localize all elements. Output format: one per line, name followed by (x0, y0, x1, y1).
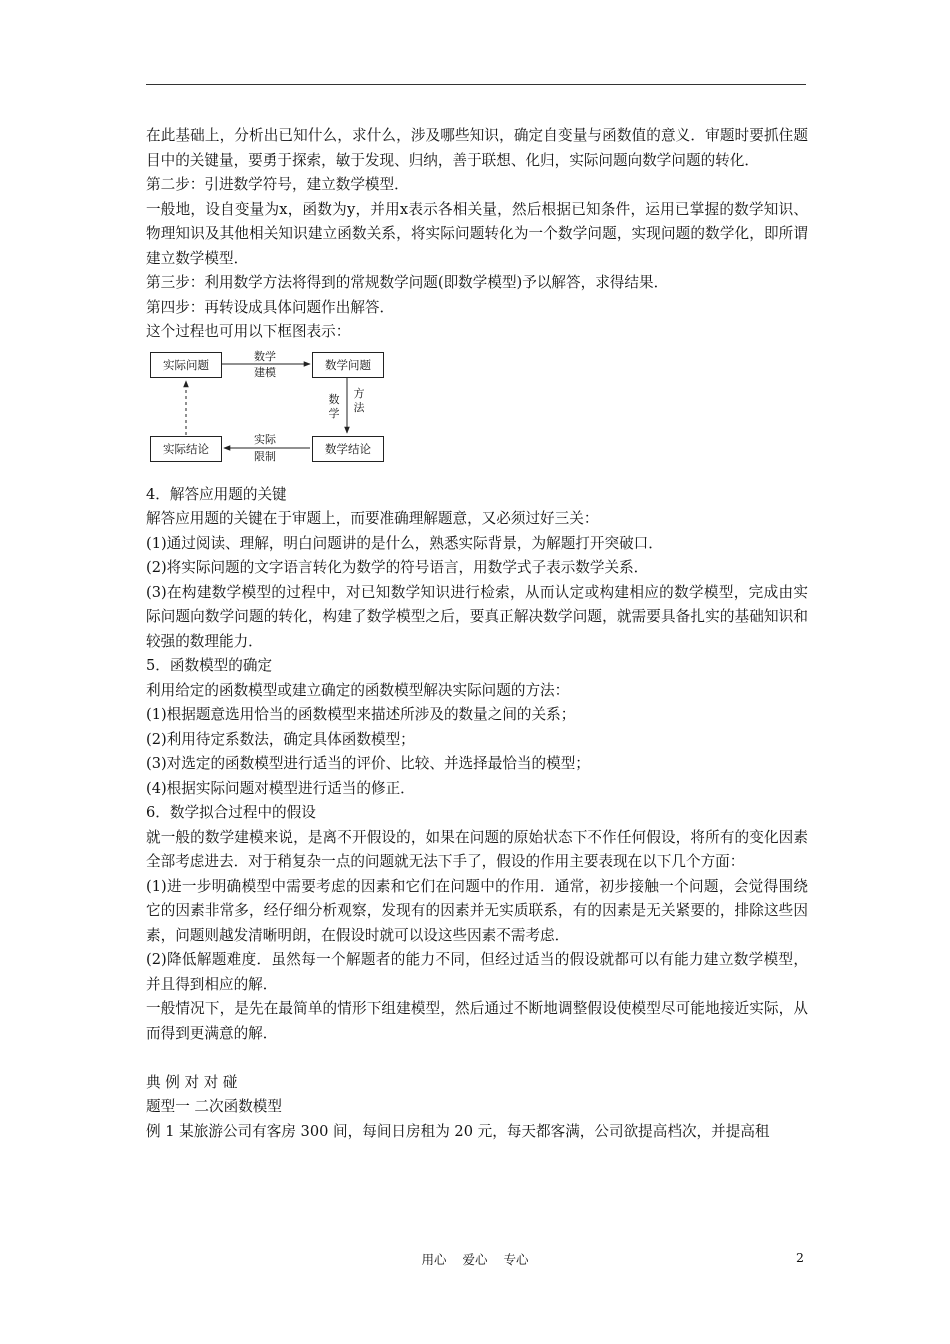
page-content (146, 124, 808, 1144)
box-actual-conclusion: 实际结论 (150, 436, 222, 462)
paragraph: (4)根据实际问题对模型进行适当的修正． (146, 779, 415, 797)
paragraph: 第二步：引进数学符号，建立数学模型． (146, 176, 409, 193)
paragraph: 在此基础上，分析出已知什么，求什么，涉及哪些知识，确定自变量与函数值的意义．审题时要抓住题目中的关键量，要勇于探索，敏于发现、归纳，善于联想、化归，实际问题向数学问题的转化． (146, 127, 808, 169)
box-math-conclusion: 数学结论 (312, 436, 384, 462)
label-restriction: 限制 (254, 449, 276, 463)
footer-motto: 用心 爱心 专心 (421, 1252, 529, 1267)
paragraph: (2)利用待定系数法，确定具体函数模型； (146, 730, 415, 748)
paragraph: (1)进一步明确模型中需要考虑的因素和它们在问题中的作用．通常，初步接触一个问题，会觉得围绕它的因素非常多，经仔细分析观察，发现有的因素并无实质联系，有的因素是无关紧要的，排除这些因素，问题则越发清晰明朗，在假设时就可以设这些因素不需考虑． (146, 877, 808, 944)
label-actual: 实际 (254, 432, 276, 446)
label-shu: 数 (328, 392, 340, 406)
label-modeling: 建模 (254, 365, 276, 379)
label-math: 数学 (254, 349, 276, 363)
paragraph: 第四步：再转设成具体问题作出解答． (146, 298, 395, 316)
paragraph: 第三步：利用数学方法将得到的常规数学问题(即数学模型)予以解答，求得结果． (146, 274, 669, 291)
heading-6: 6．数学拟合过程中的假设 (146, 804, 316, 821)
example-text: 例 1 某旅游公司有客房 300 间，每间日房租为 20 元，每天都客满，公司欲提高档次，并提高租 (146, 1122, 770, 1140)
paragraph: (2)将实际问题的文字语言转化为数学的符号语言，用数学式子表示数学关系． (146, 559, 649, 576)
paragraph: 一般地，设自变量为x，函数为y，并用x表示各相关量，然后根据已知条件，运用已掌握的数学知识、物理知识及其他相关知识建立函数关系，将实际问题转化为一个数学问题，实现问题的数学化，即所谓建立数学模型． (146, 200, 808, 267)
page-number: 2 (796, 1250, 804, 1265)
section-title: 典 例 对 对 碰 (146, 1073, 238, 1091)
heading-4: 4．解答应用题的关键 (146, 485, 287, 503)
box-math-problem: 数学问题 (312, 352, 384, 378)
paragraph: 利用给定的函数模型或建立确定的函数模型解决实际问题的方法： (146, 681, 570, 699)
paragraph: (2)降低解题难度．虽然每一个解题者的能力不同，但经过适当的假设就都可以有能力建立数学模型，并且得到相应的解． (146, 951, 808, 993)
subsection-title: 题型一 二次函数模型 (146, 1098, 282, 1115)
paragraph: (1)通过阅读、理解，明白问题讲的是什么，熟悉实际背景，为解题打开突破口． (146, 534, 663, 552)
heading-5: 5．函数模型的确定 (146, 657, 273, 674)
paragraph: 解答应用题的关键在于审题上，而要准确理解题意，又必须过好三关： (146, 510, 599, 527)
paragraph: (3)对选定的函数模型进行适当的评价、比较、并选择最恰当的模型； (146, 755, 590, 772)
paragraph: 一般情况下，是先在最简单的情形下组建模型，然后通过不断地调整假设使模型尽可能地接近实际，从而得到更满意的解． (146, 1000, 808, 1042)
label-xue: 学 (328, 406, 340, 420)
box-actual-problem: 实际问题 (150, 352, 222, 378)
header-rule (146, 84, 806, 85)
paragraph: (3)在构建数学模型的过程中，对已知数学知识进行检索，从而认定或构建相应的数学模型，完成由实际问题向数学问题的转化，构建了数学模型之后，要真正解决数学问题，就需要具备扎实的基础知识和较强的数理能力． (146, 583, 808, 650)
paragraph: 就一般的数学建模来说，是离不开假设的，如果在问题的原始状态下不作任何假设，将所有的变化因素全部考虑进去．对于稍复杂一点的问题就无法下手了，假设的作用主要表现在以下几个方面： (146, 828, 808, 870)
label-fa: 法 (353, 400, 365, 414)
label-fang: 方 (353, 386, 365, 400)
blank-line (146, 1046, 808, 1071)
modeling-flow-diagram (148, 351, 388, 469)
paragraph: (1)根据题意选用恰当的函数模型来描述所涉及的数量之间的关系； (146, 706, 576, 723)
paragraph: 这个过程也可用以下框图表示： (146, 323, 351, 340)
